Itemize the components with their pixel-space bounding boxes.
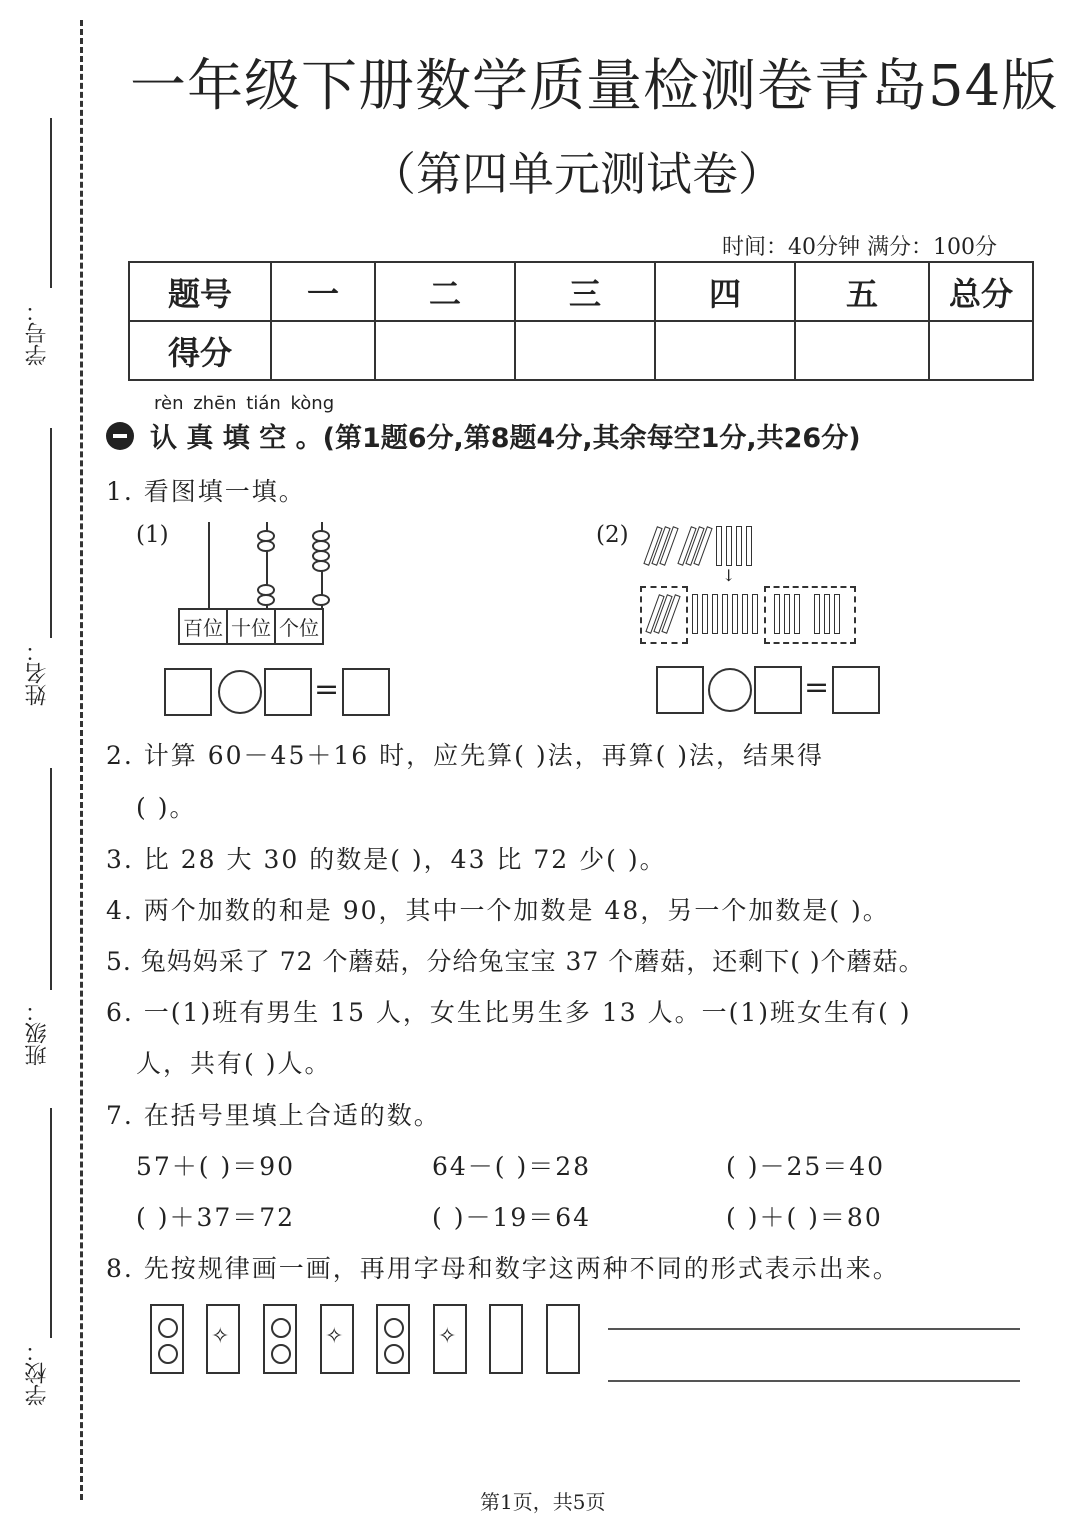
abacus-bead <box>257 594 275 606</box>
student-id-label: 学号： <box>25 300 50 366</box>
stick-icon <box>732 594 738 634</box>
page-subtitle: （第四单元测试卷） <box>370 147 784 201</box>
stick-icon <box>794 594 800 634</box>
circle-icon <box>158 1344 178 1364</box>
q1-1-equals: = <box>314 672 340 707</box>
question-4: 4. 两个加数的和是 90，其中一个加数是 48，另一个加数是( )。 <box>106 896 890 925</box>
header-cell-4: 四 <box>655 262 795 321</box>
header-cell-5: 五 <box>795 262 929 321</box>
place-label-ones: 个位 <box>279 616 319 640</box>
score-cell-4[interactable] <box>655 321 795 380</box>
stick-icon <box>716 526 722 566</box>
score-cell-total[interactable] <box>929 321 1033 380</box>
section-heading: 认 真 填 空 。(第1题6分,第8题4分,其余每空1分,共26分) <box>150 423 861 454</box>
score-cell-3[interactable] <box>515 321 655 380</box>
pattern-card-star <box>320 1304 354 1374</box>
time-info: 时间：40分钟 满分：100分 <box>722 235 997 260</box>
star-icon: ✧ <box>438 1324 457 1349</box>
abacus-bead <box>312 560 330 572</box>
place-label-hundreds: 百位 <box>180 610 228 643</box>
header-cell-3: 三 <box>515 262 655 321</box>
q1-2-box-result[interactable] <box>832 666 880 714</box>
class-label: 班级： <box>25 1000 50 1066</box>
question-6-line1: 6. 一(1)班有男生 15 人，女生比男生多 13 人。一(1)班女生有( ) <box>106 998 912 1027</box>
q1-part2-label: (2) <box>596 522 629 548</box>
q1-1-operator-circle[interactable] <box>218 670 262 714</box>
header-cell-2: 二 <box>375 262 515 321</box>
question-8: 8. 先按规律画一画，再用字母和数字这两种不同的形式表示出来。 <box>106 1254 900 1283</box>
q1-1-box-a[interactable] <box>164 668 212 716</box>
q7-item: ( )－25＝40 <box>726 1152 886 1181</box>
score-cell-2[interactable] <box>375 321 515 380</box>
abacus-place-labels <box>178 608 324 645</box>
q1-2-box-b[interactable] <box>754 666 802 714</box>
stick-icon <box>726 526 732 566</box>
circle-icon <box>271 1344 291 1364</box>
question-2-line2: ( )。 <box>136 793 197 822</box>
page-title: 一年级下册数学质量检测卷青岛54版 <box>130 54 1059 119</box>
pattern-card-circles <box>150 1304 184 1374</box>
stick-icon <box>814 594 820 634</box>
abacus-bead <box>257 540 275 552</box>
student-id-line <box>50 118 52 288</box>
q1-2-operator-circle[interactable] <box>708 668 752 712</box>
abacus-rod-hundreds <box>208 522 210 608</box>
stick-icon <box>736 526 742 566</box>
score-row-label: 得分 <box>129 321 271 380</box>
circle-icon <box>384 1318 404 1338</box>
pattern-card-blank[interactable] <box>489 1304 523 1374</box>
score-table <box>128 261 1034 381</box>
q7-item: 64－( )＝28 <box>432 1152 592 1181</box>
stick-icon <box>774 594 780 634</box>
name-label: 姓名： <box>25 640 50 706</box>
score-cell-1[interactable] <box>271 321 375 380</box>
stick-icon <box>722 594 728 634</box>
circle-icon <box>158 1318 178 1338</box>
score-cell-5[interactable] <box>795 321 929 380</box>
answer-line-letters[interactable] <box>608 1328 1020 1330</box>
q1-2-equals: = <box>804 670 830 705</box>
stick-icon <box>834 594 840 634</box>
header-cell-1: 一 <box>271 262 375 321</box>
school-label: 学校： <box>25 1340 50 1406</box>
q7-item: 57＋( )＝90 <box>136 1152 296 1181</box>
circle-icon <box>271 1318 291 1338</box>
header-cell-total: 总分 <box>929 262 1033 321</box>
header-cell-question: 题号 <box>129 262 271 321</box>
q7-item: ( )－19＝64 <box>432 1203 592 1232</box>
circle-icon <box>384 1344 404 1364</box>
class-line <box>50 768 52 990</box>
stick-icon <box>752 594 758 634</box>
stick-icon <box>712 594 718 634</box>
section-pinyin: rèn zhēn tián kòng <box>154 393 335 414</box>
q1-part1-label: (1) <box>136 522 169 548</box>
pattern-card-star <box>206 1304 240 1374</box>
answer-line-numbers[interactable] <box>608 1380 1020 1382</box>
school-line <box>50 1108 52 1338</box>
pattern-card-blank[interactable] <box>546 1304 580 1374</box>
q7-item: ( )＋37＝72 <box>136 1203 296 1232</box>
stick-icon <box>702 594 708 634</box>
stick-icon <box>824 594 830 634</box>
question-3: 3. 比 28 大 30 的数是( )，43 比 72 少( )。 <box>106 845 667 874</box>
binding-dashed-line <box>80 20 83 1500</box>
question-2-line1: 2. 计算 60－45＋16 时，应先算( )法，再算( )法，结果得 <box>106 741 825 770</box>
question-7: 7. 在括号里填上合适的数。 <box>106 1101 441 1130</box>
stick-icon <box>692 594 698 634</box>
pattern-card-star <box>433 1304 467 1374</box>
name-line <box>50 428 52 638</box>
abacus-bead <box>312 594 330 606</box>
question-6-line2: 人，共有( )人。 <box>136 1049 332 1078</box>
q1-1-box-result[interactable] <box>342 668 390 716</box>
star-icon: ✧ <box>211 1324 230 1349</box>
stick-icon <box>784 594 790 634</box>
section-number-badge-icon <box>106 422 134 450</box>
stick-icon <box>746 526 752 566</box>
stick-icon <box>742 594 748 634</box>
pattern-card-circles <box>376 1304 410 1374</box>
star-icon: ✧ <box>325 1324 344 1349</box>
q1-1-box-b[interactable] <box>264 668 312 716</box>
page-footer: 第1页，共5页 <box>480 1490 606 1514</box>
question-1: 1. 看图填一填。 <box>106 477 306 506</box>
place-label-tens: 十位 <box>228 610 276 643</box>
arrow-down-icon: ↓ <box>722 566 736 585</box>
pattern-card-circles <box>263 1304 297 1374</box>
q1-2-box-a[interactable] <box>656 666 704 714</box>
score-row <box>129 321 1033 380</box>
q7-item: ( )＋( )＝80 <box>726 1203 883 1232</box>
question-5: 5. 兔妈妈采了 72 个蘑菇，分给兔宝宝 37 个蘑菇，还剩下( )个蘑菇。 <box>106 947 925 976</box>
score-header-row <box>129 262 1033 321</box>
